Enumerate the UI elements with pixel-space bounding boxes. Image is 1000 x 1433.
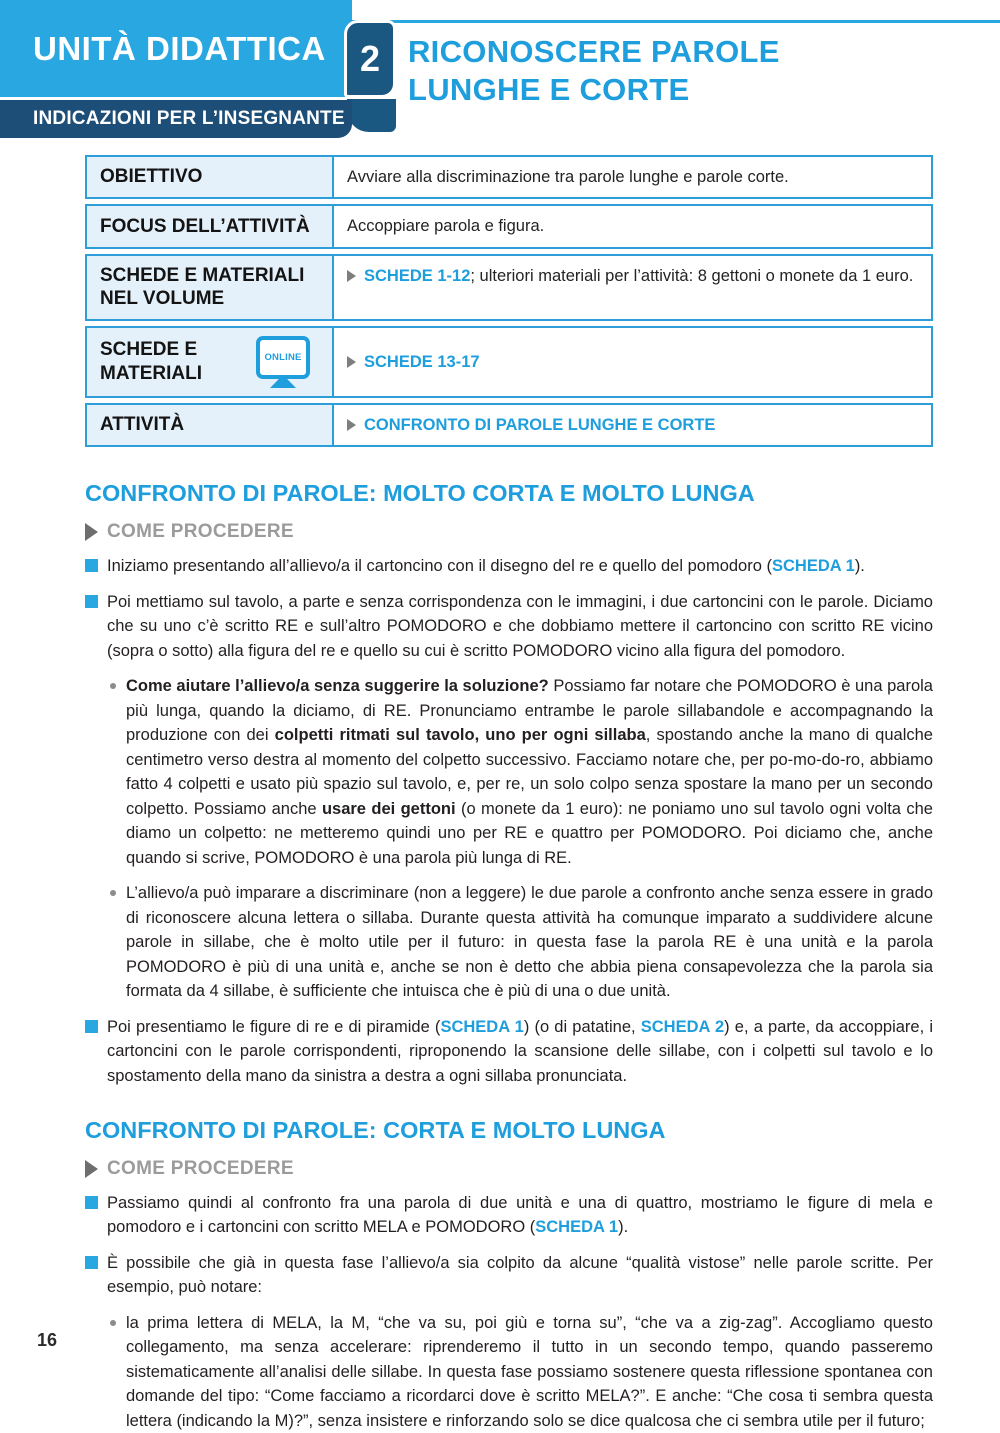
text-segment: CONFRONTO DI PAROLE LUNGHE E CORTE <box>364 416 716 435</box>
procedure-label: COME PROCEDERE <box>107 1157 294 1179</box>
row-content <box>334 328 931 396</box>
monitor-stand <box>270 379 296 388</box>
unit-number-badge: 2 <box>344 20 396 98</box>
monitor-screen-label: ONLINE <box>264 351 302 363</box>
header-rule <box>340 20 1000 23</box>
paragraph-text <box>107 1015 933 1089</box>
unit-banner <box>0 0 352 97</box>
text-segment: ). <box>854 557 865 576</box>
bullet-square-icon <box>85 1256 98 1269</box>
row-content-text <box>364 351 919 373</box>
section-confronto-molto-corta <box>85 481 933 1088</box>
text-segment: colpetti ritmati sul tavolo, uno per ogni sillaba <box>274 726 646 745</box>
text-segment: SCHEDE 1-12 <box>364 266 471 285</box>
paragraph-text <box>126 674 933 870</box>
row-content-text <box>364 414 919 436</box>
text-segment: la prima lettera di MELA, la M, “che va su, poi giù e torna su”, “che va a zig-zag”. Accogliamo questo collegamento, ma senza accelerare: riprenderemo il tutto in un secondo tempo, quando passeremo sistematicamente all’analisi delle sillabe. In questa fase possiamo sostenere questa riflessione spontanea con domande del tipo: “Come facciamo a ricordarci dove è scritto MELA?”. E anche: “Che cosa ti sembra questa lettera (indicando la M)?”, senza insistere e rinforzando solo se dice qualcosa che ci sembra utile per il futuro; <box>126 1313 933 1430</box>
row-label: SCHEDE E MATERIALI <box>100 339 203 385</box>
row-content <box>334 405 931 445</box>
text-segment: Avviare alla discriminazione tra parole lunghe e parole corte. <box>347 168 789 186</box>
table-row-focus <box>85 204 933 248</box>
text-segment: ; ulteriori materiali per l’attività: 8 gettoni o monete da 1 euro. <box>470 266 914 285</box>
text-segment: , spostando anche la mano di qualche centimetro verso destra al momento del colpetto successivo. Facciamo notare che, per po-mo-do-ro, abbiamo fatto 4 colpetti e usato più spazio sul tavolo, e, per re, un solo colpo senza spostare la mano per un secondo colpetto. Possiamo anche <box>126 726 933 818</box>
text-segment: Poi presentiamo le figure di re e di piramide ( <box>107 1017 441 1036</box>
page-title-line-2: LUNGHE E CORTE <box>408 72 690 107</box>
table-row-obiettivo <box>85 155 933 199</box>
section-heading: CONFRONTO DI PAROLE: MOLTO CORTA E MOLTO LUNGA <box>85 480 755 507</box>
text-segment: ) e, a parte, da accoppiare, i cartoncini con le parole corrispondenti, riproponendo la scansione delle sillabe, con i colpetti sul tavolo e lo spostamento della mano da sinistra a destra a ogni sillaba pronunciata. <box>107 1017 933 1085</box>
bullet-square-icon <box>85 1196 98 1209</box>
text-segment: usare dei gettoni <box>321 799 456 818</box>
text-segment: SCHEDA 2 <box>640 1017 725 1036</box>
sub-bullet-dot-icon <box>110 1320 116 1326</box>
arrow-right-icon <box>347 356 356 368</box>
bullet-square-icon <box>85 559 98 572</box>
row-content-text <box>364 265 919 287</box>
paragraph-text <box>107 554 865 579</box>
sub-bullet-block <box>110 1311 933 1433</box>
procedure-label: COME PROCEDERE <box>107 521 294 543</box>
row-content <box>334 256 931 320</box>
table-row-schede-online <box>85 326 933 398</box>
row-label: ATTIVITÀ <box>87 405 334 445</box>
row-label-with-icon <box>87 328 334 396</box>
text-segment: Accoppiare parola e figura. <box>347 217 545 236</box>
unit-number-tail <box>347 99 396 132</box>
bullet-block <box>85 590 933 664</box>
text-segment: ) (o di patatine, <box>523 1017 641 1036</box>
sub-bullet-block <box>110 881 933 1004</box>
bullet-block <box>85 1251 933 1300</box>
procedure-header <box>85 1158 933 1180</box>
paragraph-text <box>107 1251 933 1300</box>
text-segment: Passiamo quindi al confronto fra una parola di due unità e una di quattro, mostriamo le figure di mela e pomodoro e i cartoncini con scritto MELA e POMODORO ( <box>107 1193 933 1237</box>
row-label: FOCUS DELL’ATTIVITÀ <box>87 206 334 246</box>
paragraph-text <box>107 590 933 664</box>
procedure-arrow-icon <box>85 1160 98 1178</box>
online-monitor-icon <box>256 336 310 388</box>
paragraph-text <box>126 881 933 1004</box>
section-heading: CONFRONTO DI PAROLE: CORTA E MOLTO LUNGA <box>85 1117 666 1144</box>
page-number: 16 <box>37 1330 58 1350</box>
monitor-screen <box>256 336 310 379</box>
text-segment: Come aiutare l’allievo/a senza suggerire la soluzione? <box>126 677 549 696</box>
section-confronto-corta <box>85 1118 933 1433</box>
text-segment: SCHEDE 13-17 <box>364 352 480 371</box>
row-content-text <box>347 166 919 188</box>
bullet-block <box>85 1191 933 1240</box>
bullet-block <box>85 1015 933 1089</box>
indications-label: INDICAZIONI PER L’INSEGNANTE <box>33 108 345 129</box>
sub-bullet-dot-icon <box>110 890 116 896</box>
procedure-header <box>85 521 933 543</box>
sub-bullet-dot-icon <box>110 683 116 689</box>
sub-bullet-block <box>110 674 933 870</box>
row-label: OBIETTIVO <box>87 157 334 197</box>
text-segment: L’allievo/a può imparare a discriminare (non a leggere) le due parole a confronto anche senza essere in grado di riconoscere alcuna lettera o sillaba. Durante questa attività ha comunque imparato a suddividere alcune parole in sillabe, che è molto utile per il futuro: in questa fase la parola RE è una unità e la parola POMODORO è più di una unità e, anche se non è detto che abbia piena consapevolezza che la parola sia formata da 4 sillabe, è sufficiente che intuisca che è più di una o due unità. <box>126 884 933 1001</box>
row-content <box>334 157 931 197</box>
unit-label: UNITÀ DIDATTICA <box>33 29 326 67</box>
text-segment: È possibile che già in questa fase l’allievo/a sia colpito da alcune “qualità vistose” nelle parole scritte. Per esempio, può notare: <box>107 1253 933 1297</box>
text-segment: (o monete da 1 euro): ne poniamo uno sul tavolo ogni volta che diamo un colpetto: ne metteremo quindi uno per RE e quattro per POMODORO. Poi diciamo che, anche quando si scrive, POMODORO è una parola più lunga di RE. <box>126 799 933 867</box>
procedure-arrow-icon <box>85 523 98 541</box>
text-segment: Poi mettiamo sul tavolo, a parte e senza corrispondenza con le immagini, i due cartoncini con le parole. Diciamo che su uno c’è scritto RE e sull’altro POMODORO e che dobbiamo mettere il cartoncino con scritto RE vicino (sopra o sotto) alla figura del re e quello su cui è scritto POMODORO vicino alla figura del pomodoro. <box>107 592 933 660</box>
table-row-attivita <box>85 403 933 447</box>
info-table <box>85 155 933 447</box>
arrow-right-icon <box>347 419 356 431</box>
row-content-text <box>347 215 919 237</box>
page-title <box>408 33 780 109</box>
page-content <box>85 155 933 1433</box>
text-segment: SCHEDA 1 <box>440 1017 524 1036</box>
bullet-square-icon <box>85 1020 98 1033</box>
text-segment: Possiamo far notare che POMODORO è una parola più lunga, quando la diciamo, di RE. Pronunciamo entrambe le parole sillabandole e accompagnando la produzione con dei <box>126 677 933 745</box>
page-title-line-1: RICONOSCERE PAROLE <box>408 34 780 69</box>
paragraph-text <box>126 1311 933 1433</box>
text-segment: SCHEDA 1 <box>535 1218 619 1237</box>
arrow-right-icon <box>347 270 356 282</box>
table-row-schede-volume <box>85 254 933 322</box>
text-segment: Iniziamo presentando all’allievo/a il cartoncino con il disegno del re e quello del pomodoro ( <box>107 557 772 576</box>
text-segment: SCHEDA 1 <box>771 557 855 576</box>
paragraph-text <box>107 1191 933 1240</box>
row-label: SCHEDE E MATERIALI NEL VOLUME <box>87 256 334 320</box>
row-content <box>334 206 931 246</box>
bullet-block <box>85 554 933 579</box>
bullet-square-icon <box>85 595 98 608</box>
text-segment: ). <box>618 1218 629 1237</box>
indications-bar <box>0 100 352 138</box>
